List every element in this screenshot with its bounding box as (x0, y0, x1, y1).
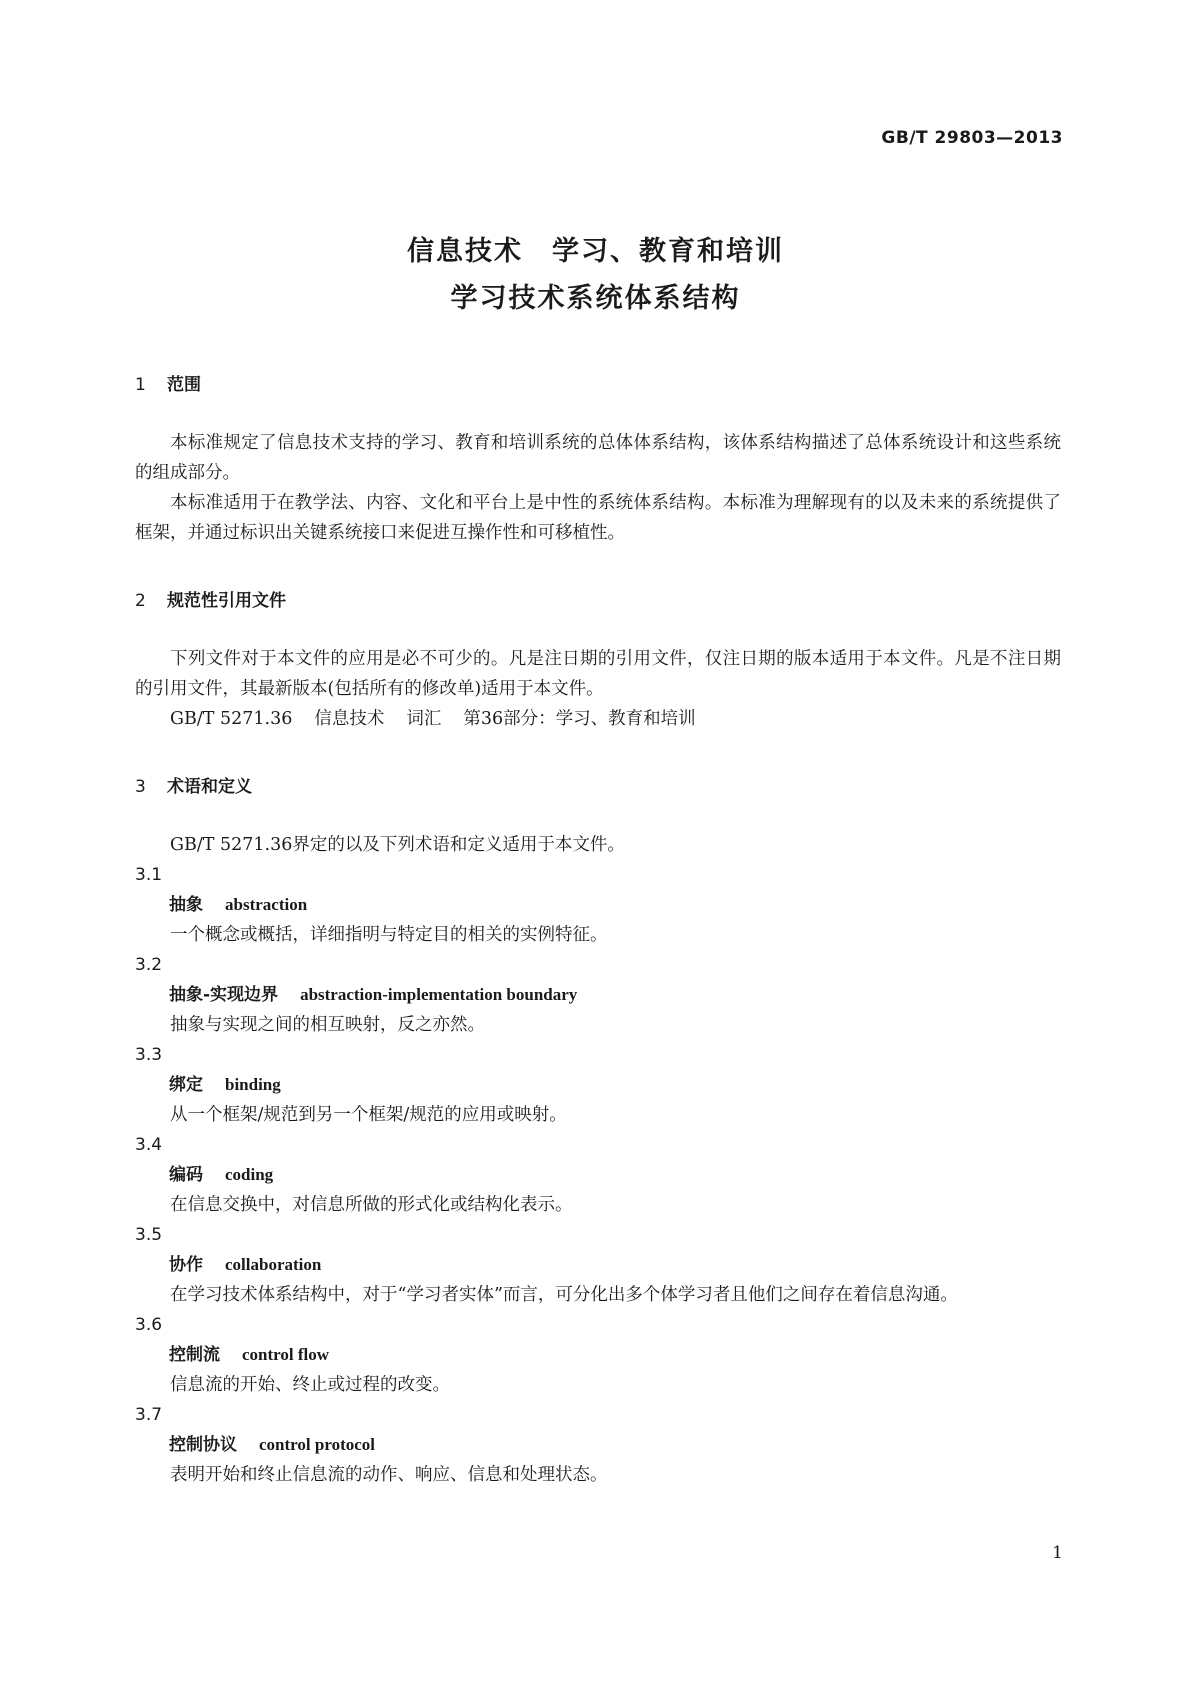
term-definition: 一个概念或概括，详细指明与特定目的相关的实例特征。 (170, 925, 608, 945)
term-heading (135, 980, 1061, 1010)
term-definition: 表明开始和终止信息流的动作、响应、信息和处理状态。 (170, 1465, 608, 1485)
term-zh: 编码 (169, 1165, 203, 1185)
normative-reference (135, 704, 1061, 734)
term-definition: 在信息交换中，对信息所做的形式化或结构化表示。 (170, 1195, 573, 1215)
reference-title-part-2: 词汇 (406, 709, 442, 729)
document-body (135, 370, 1061, 1490)
section-number: 1 (135, 375, 146, 395)
term-definition: 抽象与实现之间的相互映射，反之亦然。 (170, 1015, 485, 1035)
term-definition: 在学习技术体系结构中，对于“学习者实体”而言，可分化出多个体学习者且他们之间存在着信息沟通。 (170, 1285, 958, 1305)
term-zh: 绑定 (169, 1075, 203, 1095)
term-number: 3.5 (135, 1225, 163, 1245)
term-en: coding (225, 1165, 274, 1184)
section-number: 2 (135, 591, 146, 611)
term-zh: 协作 (169, 1255, 203, 1275)
section-3-intro: GB/T 5271.36界定的以及下列术语和定义适用于本文件。 (170, 835, 625, 855)
section-1-paragraph-1: 本标准规定了信息技术支持的学习、教育和培训系统的总体体系结构，该体系结构描述了总体系统设计和这些系统的组成部分。 (135, 433, 1061, 483)
term-heading (135, 1340, 1061, 1370)
section-title: 规范性引用文件 (167, 591, 286, 611)
section-number: 3 (135, 777, 146, 797)
term-zh: 控制流 (169, 1345, 220, 1365)
section-3-heading (135, 772, 1061, 802)
document-title (0, 228, 1191, 322)
term-number: 3.6 (135, 1315, 163, 1335)
term-en: control protocol (259, 1435, 375, 1454)
term-en: abstraction-implementation boundary (300, 985, 578, 1004)
section-2-heading (135, 586, 1061, 616)
term-zh: 抽象-实现边界 (169, 985, 279, 1005)
reference-title-part-1: 信息技术 (314, 709, 385, 729)
term-number: 3.4 (135, 1135, 163, 1155)
section-title: 范围 (167, 375, 201, 395)
term-number: 3.1 (135, 865, 163, 885)
term-definition: 信息流的开始、终止或过程的改变。 (170, 1375, 450, 1395)
standard-code: GB/T 29803—2013 (881, 128, 1063, 148)
section-1-heading (135, 370, 1061, 400)
reference-code: GB/T 5271.36 (170, 709, 293, 729)
term-number: 3.3 (135, 1045, 163, 1065)
title-line-1: 信息技术 学习、教育和培训 (407, 236, 784, 267)
term-en: control flow (242, 1345, 330, 1364)
term-heading (135, 1250, 1061, 1280)
term-definition: 从一个框架/规范到另一个框架/规范的应用或映射。 (170, 1105, 567, 1125)
term-en: collaboration (225, 1255, 322, 1274)
term-number: 3.2 (135, 955, 163, 975)
section-1-paragraph-2: 本标准适用于在教学法、内容、文化和平台上是中性的系统体系结构。本标准为理解现有的以及未来的系统提供了框架，并通过标识出关键系统接口来促进互操作性和可移植性。 (135, 493, 1061, 543)
term-heading (135, 1070, 1061, 1100)
title-line-2: 学习技术系统体系结构 (450, 283, 741, 314)
term-number: 3.7 (135, 1405, 163, 1425)
page-number: 1 (1052, 1543, 1063, 1563)
term-en: abstraction (225, 895, 308, 914)
section-title: 术语和定义 (167, 777, 252, 797)
section-2-paragraph-1: 下列文件对于本文件的应用是必不可少的。凡是注日期的引用文件，仅注日期的版本适用于本文件。凡是不注日期的引用文件，其最新版本(包括所有的修改单)适用于本文件。 (135, 649, 1061, 699)
term-zh: 控制协议 (169, 1435, 237, 1455)
term-heading (135, 1160, 1061, 1190)
reference-title-part-3: 第36部分：学习、教育和培训 (463, 709, 696, 729)
term-en: binding (225, 1075, 281, 1094)
term-heading (135, 890, 1061, 920)
term-zh: 抽象 (169, 895, 203, 915)
term-heading (135, 1430, 1061, 1460)
